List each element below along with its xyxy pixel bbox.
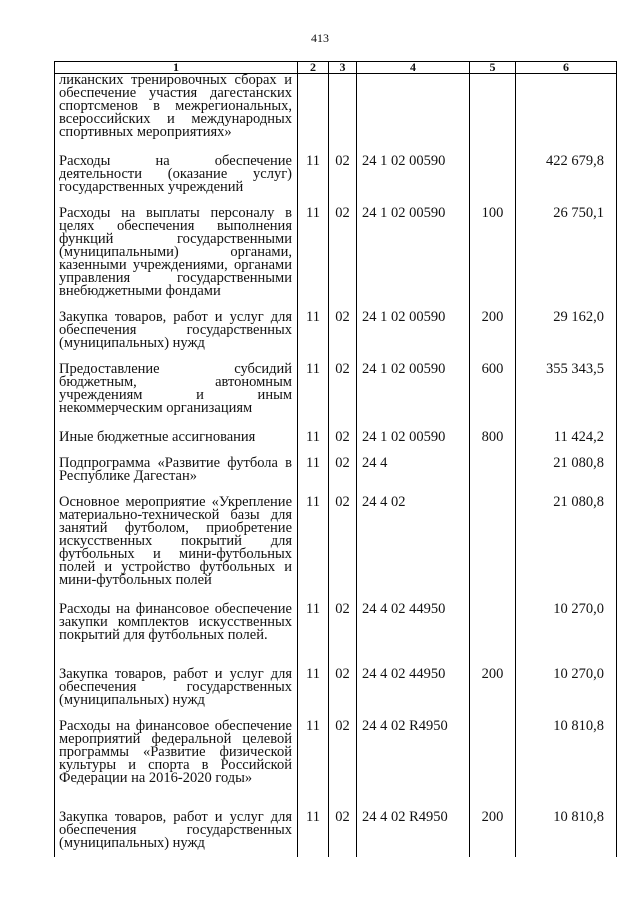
table-row: [55, 668, 617, 720]
row-target-article-cell: 24 4 02 44950: [357, 668, 470, 720]
row-section-cell: 11: [298, 668, 329, 720]
row-subsection-cell: 02: [329, 155, 357, 207]
table-row: [55, 457, 617, 496]
row-target-article-cell: 24 4: [357, 457, 470, 496]
row-name-cell: ликанских тренировочных сборах и обеспечение участия дагестанских спортсменов в межрегиональных, всероссийских и международных спортивных мероприятиях»: [55, 74, 298, 155]
row-amount-cell: 10 810,8: [516, 720, 617, 811]
row-target-article-cell: 24 4 02: [357, 496, 470, 603]
row-name-cell: Основное мероприятие «Укрепление материально-технической базы для занятий футболом, приобретение искусственных покрытий для футбольных и мини-футбольных полей и устройство футбольных и мини-футбольных полей: [55, 496, 298, 603]
row-target-article-cell: [357, 74, 470, 155]
table-row: [55, 811, 617, 857]
header-col-name: 1: [55, 62, 298, 74]
row-amount-cell: 21 080,8: [516, 457, 617, 496]
table-row: [55, 74, 617, 155]
row-subsection-cell: [329, 74, 357, 155]
table-row: [55, 720, 617, 811]
row-section-cell: 11: [298, 363, 329, 431]
row-amount-cell: 10 270,0: [516, 668, 617, 720]
row-expense-type-cell: [470, 720, 516, 811]
row-target-article-cell: 24 1 02 00590: [357, 207, 470, 311]
header-col-expense-type: 5: [470, 62, 516, 74]
row-subsection-cell: 02: [329, 457, 357, 496]
row-subsection-cell: 02: [329, 311, 357, 363]
row-name-cell: Иные бюджетные ассигнования: [55, 431, 298, 457]
row-amount-cell: 26 750,1: [516, 207, 617, 311]
row-subsection-cell: 02: [329, 603, 357, 668]
row-amount-cell: [516, 74, 617, 155]
row-name-cell: Расходы на финансовое обеспечение закупки комплектов искусственных покрытий для футбольных полей.: [55, 603, 298, 668]
header-col-target-article: 4: [357, 62, 470, 74]
row-name-cell: Закупка товаров, работ и услуг для обеспечения государственных (муниципальных) нужд: [55, 311, 298, 363]
row-section-cell: 11: [298, 431, 329, 457]
row-name-cell: Подпрограмма «Развитие футбола в Республике Дагестан»: [55, 457, 298, 496]
row-section-cell: 11: [298, 811, 329, 857]
row-target-article-cell: 24 1 02 00590: [357, 155, 470, 207]
table-row: [55, 207, 617, 311]
budget-table: [54, 61, 617, 857]
page-number: 413: [311, 31, 329, 45]
table-row: [55, 155, 617, 207]
row-section-cell: [298, 74, 329, 155]
row-amount-cell: 10 270,0: [516, 603, 617, 668]
row-section-cell: 11: [298, 603, 329, 668]
header-col-amount: 6: [516, 62, 617, 74]
row-subsection-cell: 02: [329, 720, 357, 811]
header-col-section: 2: [298, 62, 329, 74]
row-expense-type-cell: 200: [470, 811, 516, 857]
row-name-cell: Расходы на финансовое обеспечение мероприятий федеральной целевой программы «Развитие физической культуры и спорта в Российской Федерации на 2016-2020 годы»: [55, 720, 298, 811]
row-target-article-cell: 24 4 02 R4950: [357, 720, 470, 811]
row-section-cell: 11: [298, 311, 329, 363]
row-expense-type-cell: 600: [470, 363, 516, 431]
row-name-cell: Расходы на выплаты персоналу в целях обеспечения выполнения функций государственными (муниципальными) органами, казенными учреждениями, органами управления государственными внебюджетными фондами: [55, 207, 298, 311]
row-section-cell: 11: [298, 720, 329, 811]
row-target-article-cell: 24 1 02 00590: [357, 363, 470, 431]
row-subsection-cell: 02: [329, 496, 357, 603]
row-subsection-cell: 02: [329, 811, 357, 857]
header-col-subsection: 3: [329, 62, 357, 74]
table-row: [55, 603, 617, 668]
row-expense-type-cell: 200: [470, 311, 516, 363]
row-amount-cell: 11 424,2: [516, 431, 617, 457]
row-target-article-cell: 24 4 02 R4950: [357, 811, 470, 857]
table-row: [55, 311, 617, 363]
row-expense-type-cell: [470, 496, 516, 603]
row-section-cell: 11: [298, 457, 329, 496]
row-amount-cell: 10 810,8: [516, 811, 617, 857]
row-name-cell: Закупка товаров, работ и услуг для обеспечения государственных (муниципальных) нужд: [55, 811, 298, 857]
row-subsection-cell: 02: [329, 668, 357, 720]
row-expense-type-cell: 200: [470, 668, 516, 720]
row-subsection-cell: 02: [329, 431, 357, 457]
row-expense-type-cell: [470, 74, 516, 155]
row-expense-type-cell: 100: [470, 207, 516, 311]
row-name-cell: Предоставление субсидий бюджетным, автономным учреждениям и иным некоммерческим организациям: [55, 363, 298, 431]
table-body: [55, 74, 617, 857]
table-row: [55, 431, 617, 457]
row-amount-cell: 422 679,8: [516, 155, 617, 207]
row-target-article-cell: 24 4 02 44950: [357, 603, 470, 668]
row-target-article-cell: 24 1 02 00590: [357, 431, 470, 457]
row-expense-type-cell: 800: [470, 431, 516, 457]
row-subsection-cell: 02: [329, 363, 357, 431]
row-subsection-cell: 02: [329, 207, 357, 311]
row-target-article-cell: 24 1 02 00590: [357, 311, 470, 363]
row-amount-cell: 29 162,0: [516, 311, 617, 363]
row-section-cell: 11: [298, 496, 329, 603]
row-expense-type-cell: [470, 603, 516, 668]
row-expense-type-cell: [470, 155, 516, 207]
row-expense-type-cell: [470, 457, 516, 496]
row-amount-cell: 21 080,8: [516, 496, 617, 603]
row-name-cell: Закупка товаров, работ и услуг для обеспечения государственных (муниципальных) нужд: [55, 668, 298, 720]
row-amount-cell: 355 343,5: [516, 363, 617, 431]
row-section-cell: 11: [298, 207, 329, 311]
row-section-cell: 11: [298, 155, 329, 207]
table-row: [55, 363, 617, 431]
table-row: [55, 496, 617, 603]
row-name-cell: Расходы на обеспечение деятельности (оказание услуг) государственных учреждений: [55, 155, 298, 207]
